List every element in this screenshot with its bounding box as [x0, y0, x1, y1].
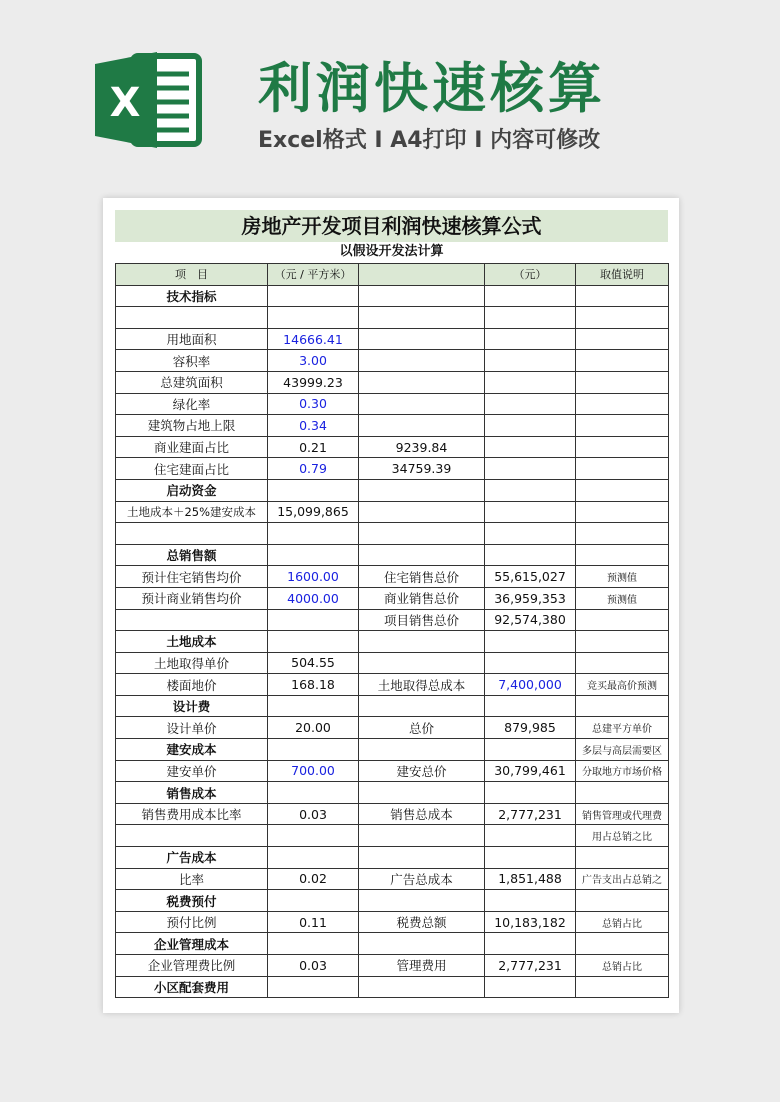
table-cell[interactable]: 预测值 — [576, 587, 669, 609]
table-cell[interactable]: 0.34 — [268, 415, 359, 437]
table-cell[interactable] — [359, 847, 485, 869]
table-cell[interactable]: 1,851,488 — [485, 868, 576, 890]
table-cell[interactable] — [576, 285, 669, 307]
table-cell[interactable]: 168.18 — [268, 674, 359, 696]
table-cell[interactable] — [576, 479, 669, 501]
table-cell[interactable] — [268, 976, 359, 998]
section-row — [116, 976, 669, 998]
table-cell[interactable] — [359, 479, 485, 501]
section-row — [116, 544, 669, 566]
section-row — [116, 631, 669, 653]
table-cell[interactable]: 建安成本 — [116, 739, 268, 761]
table-cell[interactable] — [576, 393, 669, 415]
table-cell[interactable] — [485, 933, 576, 955]
spreadsheet-page — [103, 198, 679, 1013]
table-cell[interactable] — [268, 523, 359, 545]
table-cell[interactable] — [359, 285, 485, 307]
table-cell[interactable]: 税费总额 — [359, 911, 485, 933]
column-header[interactable]: 项 目 — [116, 264, 268, 286]
table-cell[interactable]: 55,615,027 — [485, 566, 576, 588]
table-row — [116, 393, 669, 415]
table-cell[interactable] — [359, 739, 485, 761]
table-cell[interactable] — [576, 350, 669, 372]
table-cell[interactable]: 30,799,461 — [485, 760, 576, 782]
table-cell[interactable] — [485, 415, 576, 437]
table-cell[interactable] — [268, 782, 359, 804]
table-cell[interactable]: 总建筑面积 — [116, 371, 268, 393]
table-row — [116, 825, 669, 847]
banner — [0, 0, 780, 190]
table-row — [116, 307, 669, 329]
table-cell[interactable] — [268, 479, 359, 501]
table-row — [116, 955, 669, 977]
table-cell[interactable] — [268, 609, 359, 631]
table-cell[interactable]: 总销占比 — [576, 955, 669, 977]
table-cell[interactable] — [359, 328, 485, 350]
table-cell[interactable] — [359, 652, 485, 674]
column-header[interactable] — [359, 264, 485, 286]
table-cell[interactable]: 企业管理费比例 — [116, 955, 268, 977]
table-cell[interactable] — [359, 782, 485, 804]
excel-logo-icon — [95, 50, 205, 150]
table-cell[interactable] — [268, 825, 359, 847]
table-row — [116, 760, 669, 782]
table-cell[interactable] — [485, 371, 576, 393]
table-row — [116, 458, 669, 480]
table-cell[interactable] — [576, 523, 669, 545]
table-cell[interactable]: 住宅销售总价 — [359, 566, 485, 588]
table-cell[interactable] — [268, 544, 359, 566]
table-cell[interactable] — [268, 631, 359, 653]
table-header-row — [116, 264, 669, 286]
table-cell[interactable]: 土地取得单价 — [116, 652, 268, 674]
table-cell[interactable] — [485, 436, 576, 458]
table-cell[interactable]: 广告总成本 — [359, 868, 485, 890]
table-cell[interactable] — [485, 328, 576, 350]
table-cell[interactable] — [359, 695, 485, 717]
table-cell[interactable] — [576, 307, 669, 329]
section-row — [116, 739, 669, 761]
table-cell[interactable] — [485, 782, 576, 804]
table-cell[interactable]: 销售总成本 — [359, 803, 485, 825]
table-cell[interactable] — [359, 544, 485, 566]
table-row — [116, 674, 669, 696]
table-cell[interactable]: 700.00 — [268, 760, 359, 782]
table-cell[interactable] — [359, 523, 485, 545]
column-header[interactable]: （元） — [485, 264, 576, 286]
table-cell[interactable] — [359, 307, 485, 329]
table-cell[interactable]: 比率 — [116, 868, 268, 890]
table-cell[interactable]: 0.03 — [268, 803, 359, 825]
table-cell[interactable]: 总建平方单价 — [576, 717, 669, 739]
table-cell[interactable]: 2,777,231 — [485, 955, 576, 977]
table-cell[interactable] — [268, 739, 359, 761]
section-row — [116, 933, 669, 955]
table-cell[interactable] — [359, 631, 485, 653]
table-cell[interactable]: 竞买最高价预测 — [576, 674, 669, 696]
table-cell[interactable] — [268, 695, 359, 717]
table-cell[interactable] — [485, 825, 576, 847]
table-cell[interactable] — [485, 479, 576, 501]
table-row — [116, 717, 669, 739]
table-cell[interactable] — [485, 976, 576, 998]
table-cell[interactable] — [359, 393, 485, 415]
table-cell[interactable]: 20.00 — [268, 717, 359, 739]
table-row — [116, 911, 669, 933]
table-cell[interactable]: 项目销售总价 — [359, 609, 485, 631]
table-cell[interactable] — [359, 501, 485, 523]
table-cell[interactable]: 总销售额 — [116, 544, 268, 566]
table-row — [116, 868, 669, 890]
table-cell[interactable]: 1600.00 — [268, 566, 359, 588]
section-row — [116, 782, 669, 804]
table-cell[interactable] — [359, 371, 485, 393]
table-cell[interactable] — [576, 847, 669, 869]
table-cell[interactable] — [576, 371, 669, 393]
table-cell[interactable] — [485, 523, 576, 545]
table-cell[interactable] — [116, 609, 268, 631]
table-cell[interactable] — [576, 631, 669, 653]
table-cell[interactable]: 绿化率 — [116, 393, 268, 415]
table-row — [116, 350, 669, 372]
table-row — [116, 566, 669, 588]
table-row — [116, 415, 669, 437]
table-cell[interactable]: 预计住宅销售均价 — [116, 566, 268, 588]
table-cell[interactable]: 用地面积 — [116, 328, 268, 350]
table-row — [116, 436, 669, 458]
section-row — [116, 890, 669, 912]
table-cell[interactable] — [268, 285, 359, 307]
table-cell[interactable] — [576, 544, 669, 566]
table-cell[interactable] — [268, 890, 359, 912]
table-cell[interactable] — [359, 890, 485, 912]
table-cell[interactable] — [359, 350, 485, 372]
table-cell[interactable] — [359, 415, 485, 437]
table-row — [116, 328, 669, 350]
table-cell[interactable] — [485, 847, 576, 869]
table-row — [116, 803, 669, 825]
table-cell[interactable] — [268, 307, 359, 329]
table-cell[interactable] — [485, 307, 576, 329]
table-row — [116, 652, 669, 674]
column-header[interactable]: 取值说明 — [576, 264, 669, 286]
section-row — [116, 285, 669, 307]
table-cell[interactable] — [359, 976, 485, 998]
table-cell[interactable]: 土地取得总成本 — [359, 674, 485, 696]
table-cell[interactable] — [576, 652, 669, 674]
table-cell[interactable] — [359, 825, 485, 847]
table-cell[interactable]: 容积率 — [116, 350, 268, 372]
table-row — [116, 609, 669, 631]
table-cell[interactable]: 商业建面占比 — [116, 436, 268, 458]
page-subtitle: Excel格式 I A4打印 I 内容可修改 — [258, 128, 601, 153]
table-cell[interactable]: 小区配套费用 — [116, 976, 268, 998]
page-title: 利润快速核算 — [258, 57, 606, 120]
table-cell[interactable]: 建安单价 — [116, 760, 268, 782]
table-cell[interactable] — [268, 847, 359, 869]
table-cell[interactable]: 0.11 — [268, 911, 359, 933]
table-cell[interactable]: 14666.41 — [268, 328, 359, 350]
table-cell[interactable] — [485, 890, 576, 912]
table-cell[interactable] — [576, 976, 669, 998]
table-cell[interactable] — [116, 825, 268, 847]
table-cell[interactable]: 4000.00 — [268, 587, 359, 609]
table-cell[interactable] — [485, 393, 576, 415]
table-cell[interactable]: 设计单价 — [116, 717, 268, 739]
table-cell[interactable] — [485, 285, 576, 307]
table-cell[interactable]: 土地成本 — [116, 631, 268, 653]
section-row — [116, 479, 669, 501]
table-cell[interactable] — [485, 544, 576, 566]
table-cell[interactable]: 用占总销之比 — [576, 825, 669, 847]
table-cell[interactable] — [576, 609, 669, 631]
table-cell[interactable]: 广告成本 — [116, 847, 268, 869]
profit-table — [115, 263, 669, 998]
table-cell[interactable]: 销售管理或代理费 — [576, 803, 669, 825]
table-cell[interactable]: 企业管理成本 — [116, 933, 268, 955]
table-cell[interactable]: 504.55 — [268, 652, 359, 674]
table-cell[interactable] — [576, 933, 669, 955]
section-row — [116, 847, 669, 869]
table-cell[interactable]: 设计费 — [116, 695, 268, 717]
table-cell[interactable]: 0.03 — [268, 955, 359, 977]
table-cell[interactable]: 技术指标 — [116, 285, 268, 307]
table-cell[interactable]: 43999.23 — [268, 371, 359, 393]
table-cell[interactable]: 7,400,000 — [485, 674, 576, 696]
table-cell[interactable]: 15,099,865 — [268, 501, 359, 523]
table-cell[interactable]: 销售成本 — [116, 782, 268, 804]
table-row — [116, 371, 669, 393]
table-cell[interactable]: 0.02 — [268, 868, 359, 890]
table-cell[interactable]: 建安总价 — [359, 760, 485, 782]
table-cell[interactable]: 分取地方市场价格 — [576, 760, 669, 782]
table-cell[interactable]: 预付比例 — [116, 911, 268, 933]
table-cell[interactable] — [485, 631, 576, 653]
table-cell[interactable] — [576, 458, 669, 480]
table-cell[interactable]: 总销占比 — [576, 911, 669, 933]
table-cell[interactable]: 预测值 — [576, 566, 669, 588]
table-cell[interactable] — [485, 695, 576, 717]
table-cell[interactable] — [268, 933, 359, 955]
table-cell[interactable] — [485, 652, 576, 674]
table-cell[interactable]: 预计商业销售均价 — [116, 587, 268, 609]
table-cell[interactable] — [576, 782, 669, 804]
table-cell[interactable]: 楼面地价 — [116, 674, 268, 696]
table-cell[interactable]: 总价 — [359, 717, 485, 739]
table-cell[interactable]: 34759.39 — [359, 458, 485, 480]
sheet-title: 房地产开发项目利润快速核算公式 — [115, 210, 668, 242]
table-row — [116, 587, 669, 609]
table-cell[interactable]: 0.79 — [268, 458, 359, 480]
table-cell[interactable] — [485, 350, 576, 372]
table-cell[interactable] — [576, 436, 669, 458]
table-cell[interactable] — [359, 933, 485, 955]
section-row — [116, 695, 669, 717]
table-cell[interactable]: 管理费用 — [359, 955, 485, 977]
table-cell[interactable]: 3.00 — [268, 350, 359, 372]
sheet-subtitle: 以假设开发法计算 — [339, 244, 444, 259]
table-cell[interactable]: 多层与高层需要区 — [576, 739, 669, 761]
table-row — [116, 501, 669, 523]
table-cell[interactable]: 销售费用成本比率 — [116, 803, 268, 825]
table-cell[interactable] — [485, 739, 576, 761]
table-cell[interactable]: 建筑物占地上限 — [116, 415, 268, 437]
table-row — [116, 523, 669, 545]
table-cell[interactable]: 92,574,380 — [485, 609, 576, 631]
table-cell[interactable]: 0.30 — [268, 393, 359, 415]
svg-text:X: X — [109, 80, 141, 126]
table-cell[interactable] — [576, 890, 669, 912]
table-cell[interactable]: 879,985 — [485, 717, 576, 739]
table-cell[interactable] — [116, 523, 268, 545]
table-cell[interactable]: 税费预付 — [116, 890, 268, 912]
table-cell[interactable] — [485, 501, 576, 523]
table-cell[interactable] — [485, 458, 576, 480]
table-cell[interactable] — [576, 328, 669, 350]
table-cell[interactable]: 土地成本＋25%建安成本 — [116, 501, 268, 523]
table-cell[interactable]: 9239.84 — [359, 436, 485, 458]
table-cell[interactable]: 2,777,231 — [485, 803, 576, 825]
table-cell[interactable] — [576, 501, 669, 523]
table-cell[interactable] — [576, 695, 669, 717]
table-cell[interactable] — [116, 307, 268, 329]
table-cell[interactable]: 36,959,353 — [485, 587, 576, 609]
table-cell[interactable]: 广告支出占总销之 — [576, 868, 669, 890]
table-cell[interactable]: 10,183,182 — [485, 911, 576, 933]
table-cell[interactable]: 启动资金 — [116, 479, 268, 501]
column-header[interactable]: （元 / 平方米） — [268, 264, 359, 286]
table-cell[interactable] — [576, 415, 669, 437]
table-cell[interactable]: 0.21 — [268, 436, 359, 458]
table-cell[interactable]: 住宅建面占比 — [116, 458, 268, 480]
table-cell[interactable]: 商业销售总价 — [359, 587, 485, 609]
